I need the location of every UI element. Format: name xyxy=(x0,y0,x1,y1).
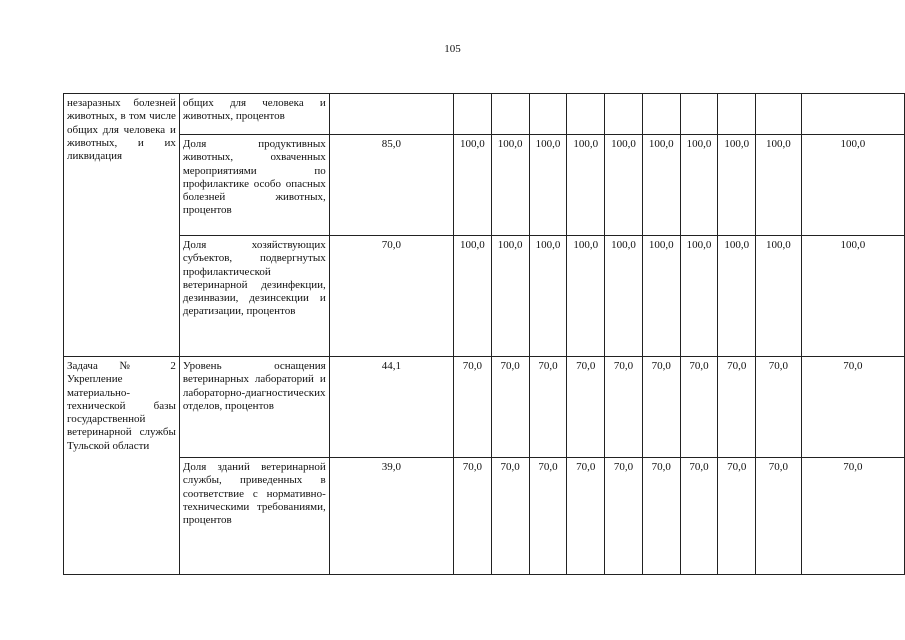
page-number: 105 xyxy=(444,43,461,55)
indicator-cell: Доля зданий ветеринарной службы, приведенных в соответствие с нормативно-техническими требованиями, процентов xyxy=(179,458,329,575)
value-cell: 100,0 xyxy=(491,236,529,357)
value-cell: 70,0 xyxy=(529,458,567,575)
value-cell xyxy=(756,94,801,135)
table-row xyxy=(64,94,905,135)
value-cell: 70,0 xyxy=(605,357,643,458)
value-cell: 70,0 xyxy=(605,458,643,575)
indicators-table xyxy=(63,93,905,575)
value-cell: 70,0 xyxy=(491,458,529,575)
value-cell xyxy=(801,458,904,575)
value-cell: 70,0 xyxy=(642,357,680,458)
value-cell: 70,0 xyxy=(491,357,529,458)
value-text: 70,0 xyxy=(843,360,863,372)
value-cell: 70,0 xyxy=(756,458,801,575)
base-value-cell: 39,0 xyxy=(329,458,453,575)
table-row xyxy=(64,357,905,458)
indicator-cell: общих для человека и животных, процентов xyxy=(179,94,329,135)
value-cell: 70,0 xyxy=(756,357,801,458)
value-text: 100,0 xyxy=(840,138,866,150)
value-cell: 100,0 xyxy=(718,236,756,357)
value-cell: 70,0 xyxy=(529,357,567,458)
value-cell: 100,0 xyxy=(756,135,801,236)
value-cell: 100,0 xyxy=(680,135,718,236)
value-cell xyxy=(529,94,567,135)
value-cell: 100,0 xyxy=(642,135,680,236)
value-cell: 70,0 xyxy=(454,458,492,575)
value-cell xyxy=(801,135,904,236)
base-value-cell: 85,0 xyxy=(329,135,453,236)
table-row xyxy=(64,458,905,575)
value-cell: 70,0 xyxy=(718,458,756,575)
value-cell: 100,0 xyxy=(454,236,492,357)
base-value-cell: 70,0 xyxy=(329,236,453,357)
table-row xyxy=(64,135,905,236)
value-cell xyxy=(567,94,605,135)
task-2-cell: Задача № 2 Укрепление материально-технической базы государственной ветеринарной службы Тульской области xyxy=(64,357,180,575)
value-cell: 100,0 xyxy=(529,135,567,236)
value-cell: 100,0 xyxy=(680,236,718,357)
value-cell: 70,0 xyxy=(567,458,605,575)
indicator-cell: Уровень оснащения ветеринарных лабораторий и лабораторно-диагностических отделов, процентов xyxy=(179,357,329,458)
value-cell: 100,0 xyxy=(605,236,643,357)
table-row xyxy=(64,236,905,357)
value-cell: 100,0 xyxy=(491,135,529,236)
indicator-cell: Доля продуктивных животных, охваченных мероприятиями по профилактике особо опасных болезней животных, процентов xyxy=(179,135,329,236)
value-cell xyxy=(680,94,718,135)
value-cell xyxy=(801,94,904,135)
value-cell: 100,0 xyxy=(529,236,567,357)
value-cell xyxy=(801,236,904,357)
value-cell: 70,0 xyxy=(718,357,756,458)
value-cell: 100,0 xyxy=(454,135,492,236)
value-cell: 70,0 xyxy=(567,357,605,458)
value-cell xyxy=(491,94,529,135)
value-cell: 100,0 xyxy=(567,135,605,236)
value-cell: 100,0 xyxy=(642,236,680,357)
value-cell: 100,0 xyxy=(756,236,801,357)
value-cell: 70,0 xyxy=(680,357,718,458)
value-cell: 100,0 xyxy=(567,236,605,357)
value-text: 70,0 xyxy=(843,461,863,473)
value-text: 100,0 xyxy=(840,239,866,251)
task-1-cell: незаразных болезней животных, в том числе общих для человека и животных, и их ликвидация xyxy=(64,94,180,357)
value-cell xyxy=(605,94,643,135)
value-cell: 100,0 xyxy=(718,135,756,236)
value-cell xyxy=(718,94,756,135)
base-value-cell xyxy=(329,94,453,135)
value-cell: 70,0 xyxy=(454,357,492,458)
indicator-cell: Доля хозяйствующих субъектов, подвергнутых профилактической ветеринарной дезинфекции, дезинвазии, дезинсекции и дератизации, процентов xyxy=(179,236,329,357)
value-cell: 70,0 xyxy=(680,458,718,575)
value-cell: 100,0 xyxy=(605,135,643,236)
base-value-cell: 44,1 xyxy=(329,357,453,458)
value-cell: 70,0 xyxy=(642,458,680,575)
value-cell xyxy=(642,94,680,135)
value-cell xyxy=(454,94,492,135)
value-cell xyxy=(801,357,904,458)
